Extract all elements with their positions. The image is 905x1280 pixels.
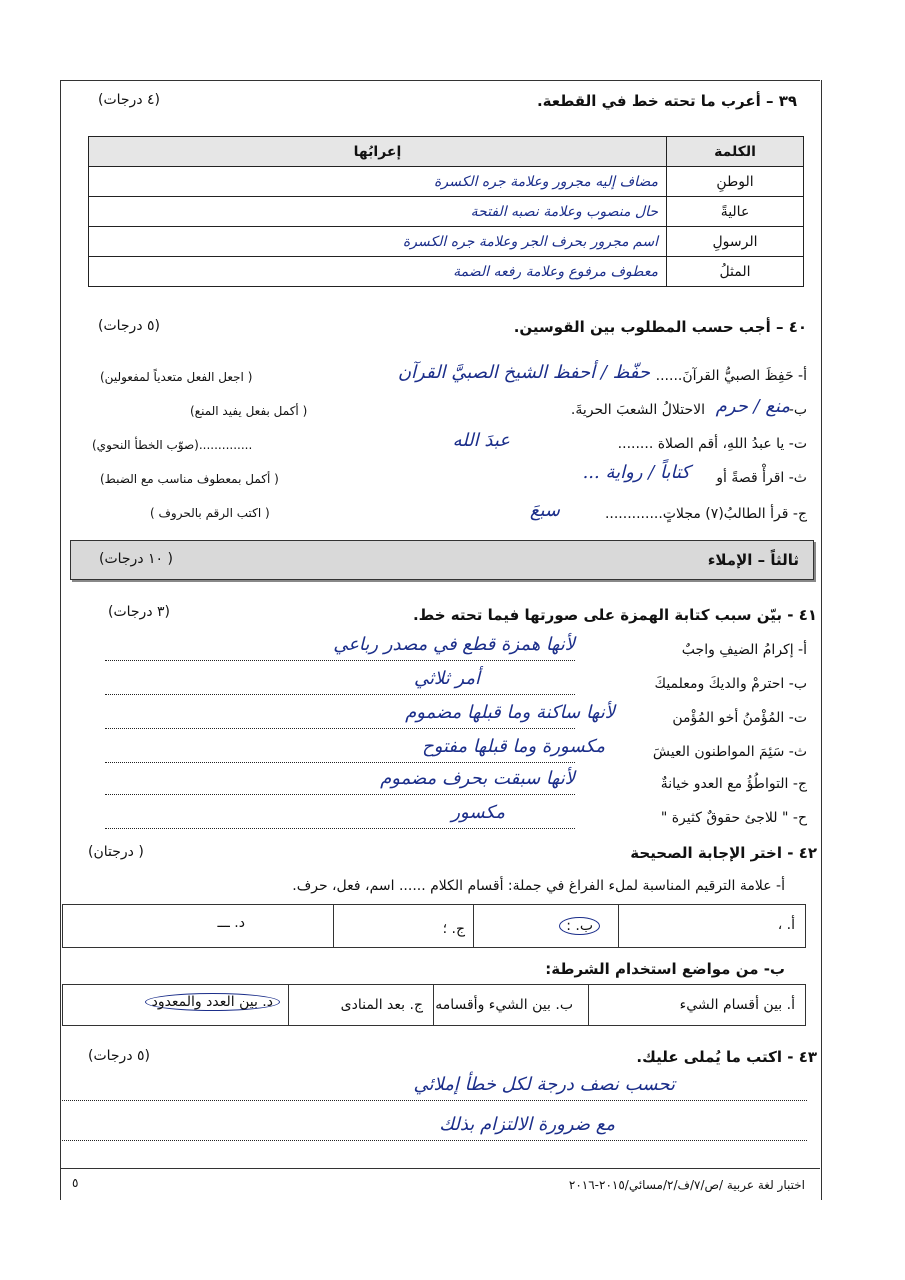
dictation-line xyxy=(62,1140,807,1141)
table-row-word: عاليةً xyxy=(667,197,804,227)
option-d[interactable]: د. ـــ xyxy=(217,915,245,931)
dictation-line-1: تحسب نصف درجة لكل خطأ إملائي xyxy=(413,1074,675,1095)
q40-item-label: ج- قرأ الطالبُ(٧) مجلاتٍ............. xyxy=(604,506,807,522)
table-row-answer: معطوف مرفوع وعلامة رفعه الضمة xyxy=(89,257,667,287)
parsing-table xyxy=(88,136,804,287)
option-c[interactable]: ج. ؛ xyxy=(442,921,465,937)
header-parse: إعرابُها xyxy=(89,137,667,167)
dictation-line xyxy=(62,1100,807,1101)
q40-item-label: ت- يا عبدُ اللهِ، أقم الصلاة ........ xyxy=(617,436,807,452)
q40-item-hint: ( اجعل الفعل متعدياً لمفعولين) xyxy=(100,370,253,384)
q40-item-label: ث- اقرأْ قصةً أو xyxy=(716,470,807,486)
footer-rule xyxy=(60,1168,820,1169)
q43-title: ٤٣ - اكتب ما يُملى عليك. xyxy=(636,1048,817,1066)
q42-marks: ( درجتان) xyxy=(88,844,144,860)
q39-title: ٣٩ – أعرب ما تحته خط في القطعة. xyxy=(536,92,797,110)
q40-item-answer: سبعَ xyxy=(529,500,560,521)
answer-line xyxy=(105,694,575,695)
q40-title: ٤٠ – أجب حسب المطلوب بين القوسين. xyxy=(513,318,807,336)
q40-item-hint: ( أكمل بفعل يفيد المنع) xyxy=(190,404,308,418)
selected-answer-circle: ب. : xyxy=(559,917,600,935)
answer-line xyxy=(105,794,575,795)
q40-item-hint: ( أكمل بمعطوف مناسب مع الضبط) xyxy=(100,472,279,486)
table-row-word: المثلُ xyxy=(667,257,804,287)
q41-item-answer: أمر ثلاثي xyxy=(413,668,480,689)
table-row-answer: اسم مجرور بحرف الجر وعلامة جره الكسرة xyxy=(89,227,667,257)
q41-item-answer: لأنها همزة قطع في مصدر رباعي xyxy=(333,634,575,655)
option-d-selected[interactable] xyxy=(145,993,280,1011)
q41-item-answer: مكسور xyxy=(451,802,505,823)
section-header-dictation xyxy=(70,540,814,580)
answer-line xyxy=(105,828,575,829)
page-frame-top xyxy=(60,80,820,81)
q42-title: ٤٢ - اختر الإجابة الصحيحة xyxy=(630,844,817,862)
option-b-selected[interactable] xyxy=(559,917,600,935)
option-c[interactable]: ج. بعد المنادى xyxy=(340,997,423,1013)
q42b-options xyxy=(62,984,806,1026)
option-a[interactable]: أ. بين أقسام الشيء xyxy=(679,997,795,1013)
q40-item-rest: الاحتلالُ الشعبَ الحريةَ. xyxy=(570,402,705,418)
answer-line xyxy=(105,728,575,729)
section-marks: ( ١٠ درجات) xyxy=(99,551,173,567)
answer-line xyxy=(105,762,575,763)
header-word: الكلمة xyxy=(667,137,804,167)
q39-marks: (٤ درجات) xyxy=(98,92,161,108)
q40-item-label: ب- xyxy=(788,402,807,418)
footer-text: اختبار لغة عربية /ص/٧/ف/٢/مسائي/٢٠١٥-٢٠١٦ xyxy=(568,1178,805,1192)
q42b-question: ب- من مواضع استخدام الشرطة: xyxy=(545,960,785,978)
q41-item-label: ح- " للاجئ حقوقٌ كثيرة " xyxy=(660,810,807,826)
q41-item-answer: مكسورة وما قبلها مفتوح xyxy=(422,736,605,757)
q42a-options xyxy=(62,904,806,948)
q42a-question: أ- علامة الترقيم المناسبة لملء الفراغ في جملة: أقسام الكلام ...... اسم، فعل، حرف. xyxy=(292,878,785,894)
q40-item-hint: ( اكتب الرقم بالحروف ) xyxy=(150,506,270,520)
page-number: ٥ xyxy=(72,1176,79,1190)
table-row-answer: مضاف إليه مجرور وعلامة جره الكسرة xyxy=(89,167,667,197)
table-row-word: الرسولِ xyxy=(667,227,804,257)
q40-item-answer: حفّظ / أحفظ الشيخ الصبيَّ القرآن xyxy=(397,362,650,383)
table-row-answer: حال منصوب وعلامة نصبه الفتحة xyxy=(89,197,667,227)
q41-item-label: ث- سَئِمَ المواطنون العيشَ xyxy=(652,744,807,760)
dictation-line-2: مع ضرورة الالتزام بذلك xyxy=(439,1114,615,1135)
section-title: ثالثاً – الإملاء xyxy=(707,551,799,569)
q40-item-answer: كتاباً / رواية ... xyxy=(582,462,690,483)
q43-marks: (٥ درجات) xyxy=(88,1048,151,1064)
q40-item-answer: عبدَ الله xyxy=(452,430,510,451)
q40-item-label: أ- حَفِظَ الصبيُّ القرآنَ...... xyxy=(655,368,807,384)
table-row-word: الوطنِ xyxy=(667,167,804,197)
answer-line xyxy=(105,660,575,661)
selected-answer-circle: د. بين العدد والمعدود xyxy=(145,993,280,1011)
q41-item-label: ب- احترمْ والديكَ ومعلميكَ xyxy=(654,676,807,692)
q41-item-label: أ- إكرامُ الضيفِ واجبٌ xyxy=(681,642,807,658)
q41-marks: (٣ درجات) xyxy=(108,604,171,620)
q41-item-answer: لأنها سبقت بحرف مضموم xyxy=(380,768,575,789)
q41-item-label: ت- المُؤْمنُ أخو المُؤْمن xyxy=(672,710,807,726)
q40-item-hint: ..............(صوّب الخطأ النحوي) xyxy=(92,438,253,452)
option-b[interactable]: ب. بين الشيء وأقسامه xyxy=(435,997,573,1013)
q41-item-label: ج- التواطُؤُ مع العدو خيانةٌ xyxy=(660,776,807,792)
q40-item-answer: منع / حرم xyxy=(715,396,790,417)
option-a[interactable]: أ. ، xyxy=(777,917,795,933)
q40-marks: (٥ درجات) xyxy=(98,318,161,334)
q41-item-answer: لأنها ساكنة وما قبلها مضموم xyxy=(405,702,615,723)
q41-title: ٤١ - بيّن سبب كتابة الهمزة على صورتها فيما تحته خط. xyxy=(412,606,817,624)
